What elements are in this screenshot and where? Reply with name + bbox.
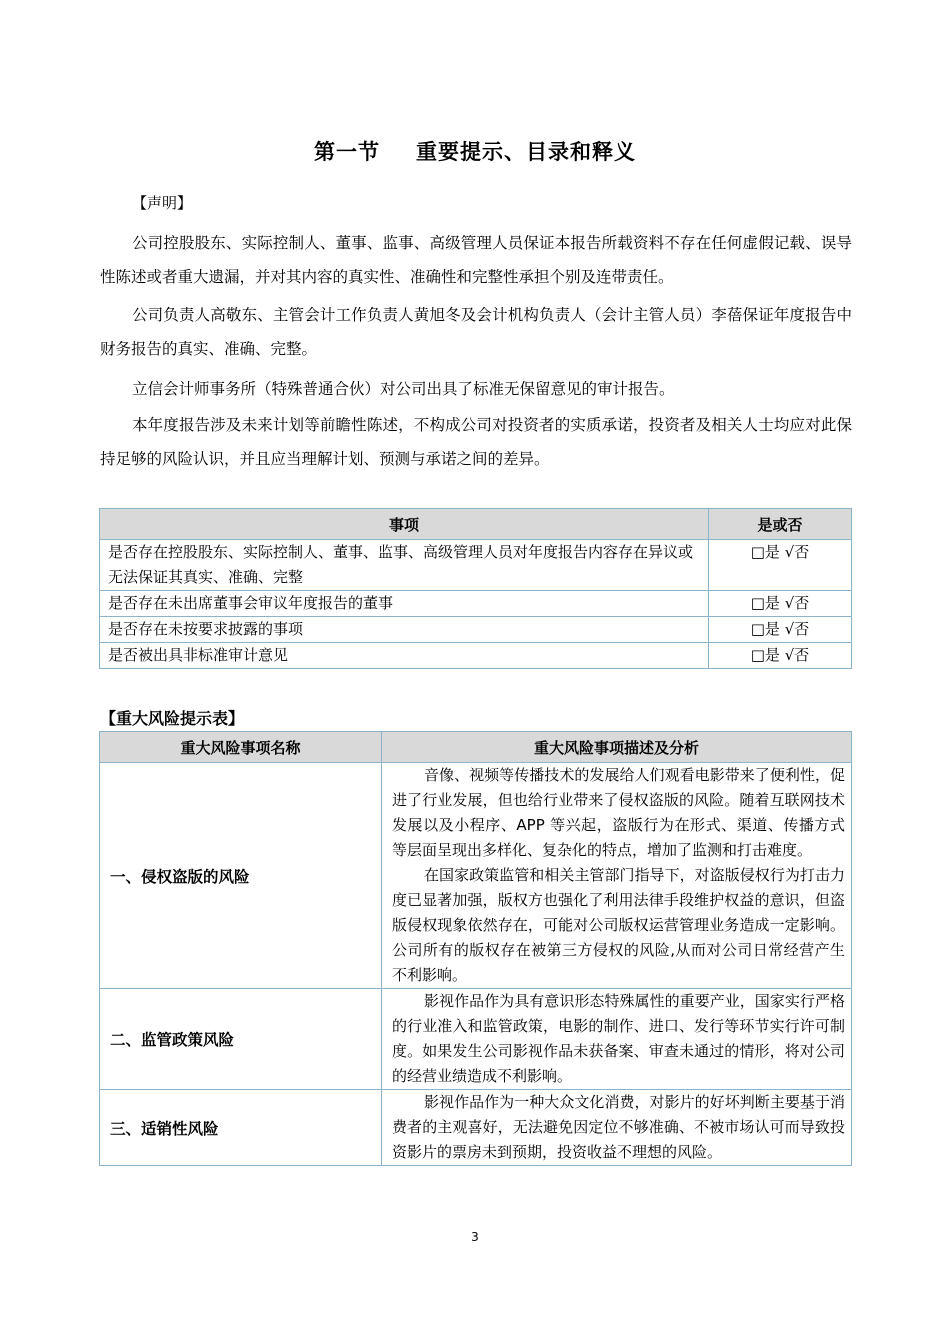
matter-answer: □是 √否 xyxy=(709,617,852,643)
declaration-heading: 【声明】 xyxy=(132,194,193,212)
declaration-paragraph: 公司控股股东、实际控制人、董事、监事、高级管理人员保证本报告所载资料不存在任何虚假记载、误导性陈述或者重大遗漏，并对其内容的真实性、准确性和完整性承担个别及连带责任。 xyxy=(100,234,852,286)
table-row xyxy=(100,617,852,643)
risk-header-name: 重大风险事项名称 xyxy=(100,732,382,763)
matter-answer: □是 √否 xyxy=(709,591,852,617)
risk-header-desc: 重大风险事项描述及分析 xyxy=(382,732,852,763)
risk-name: 一、侵权盗版的风险 xyxy=(100,763,382,989)
matter-item: 是否存在未出席董事会审议年度报告的董事 xyxy=(100,591,709,617)
section-title xyxy=(0,136,950,166)
matter-item: 是否存在未按要求披露的事项 xyxy=(100,617,709,643)
risk-name: 三、适销性风险 xyxy=(100,1090,382,1166)
risk-table-title: 【重大风险提示表】 xyxy=(100,709,245,728)
risk-paragraph: 在国家政策监管和相关主管部门指导下，对盗版侵权行为打击力度已显著加强，版权方也强化了利用法律手段维护权益的意识，但盗版侵权现象依然存在，可能对公司版权运营管理业务造成一定影响。公司所有的版权存在被第三方侵权的风险,从而对公司日常经营产生不利影响。 xyxy=(392,866,845,984)
matters-header-item: 事项 xyxy=(100,509,709,540)
section-heading: 重要提示、目录和释义 xyxy=(416,140,636,164)
table-row xyxy=(100,591,852,617)
responsibility-paragraph: 公司负责人高敬东、主管会计工作负责人黄旭冬及会计机构负责人（会计主管人员）李蓓保证年度报告中财务报告的真实、准确、完整。 xyxy=(100,306,852,358)
risk-table xyxy=(99,731,852,1166)
risk-description xyxy=(382,763,852,989)
page-number: 3 xyxy=(471,1230,479,1244)
section-number: 第一节 xyxy=(314,140,380,164)
table-row xyxy=(100,1090,852,1166)
audit-paragraph: 立信会计师事务所（特殊普通合伙）对公司出具了标准无保留意见的审计报告。 xyxy=(132,380,675,398)
matter-item: 是否存在控股股东、实际控制人、董事、监事、高级管理人员对年度报告内容存在异议或无法保证其真实、准确、完整 xyxy=(100,540,709,591)
table-row xyxy=(100,763,852,989)
matter-item: 是否被出具非标准审计意见 xyxy=(100,643,709,669)
risk-name: 二、监管政策风险 xyxy=(100,989,382,1090)
table-row xyxy=(100,989,852,1090)
table-row xyxy=(100,540,852,591)
forward-looking-paragraph: 本年度报告涉及未来计划等前瞻性陈述，不构成公司对投资者的实质承诺，投资者及相关人士均应对此保持足够的风险认识，并且应当理解计划、预测与承诺之间的差异。 xyxy=(100,416,852,468)
matters-table xyxy=(99,508,852,669)
matter-answer: □是 √否 xyxy=(709,540,852,591)
risk-paragraph: 音像、视频等传播技术的发展给人们观看电影带来了便利性，促进了行业发展，但也给行业带来了侵权盗版的风险。随着互联网技术发展以及小程序、APP 等兴起，盗版行为在形式、渠道、传播方式等层面呈现出多样化、复杂化的特点，增加了监测和打击难度。 xyxy=(392,766,845,859)
risk-paragraph: 影视作品作为具有意识形态特殊属性的重要产业，国家实行严格的行业准入和监管政策，电影的制作、进口、发行等环节实行许可制度。如果发生公司影视作品未获备案、审查未通过的情形，将对公司的经营业绩造成不利影响。 xyxy=(392,992,845,1085)
risk-table-header xyxy=(100,732,852,763)
matter-answer: □是 √否 xyxy=(709,643,852,669)
risk-description xyxy=(382,989,852,1090)
risk-description xyxy=(382,1090,852,1166)
matters-header-answer: 是或否 xyxy=(709,509,852,540)
matters-table-header xyxy=(100,509,852,540)
table-row xyxy=(100,643,852,669)
risk-paragraph: 影视作品作为一种大众文化消费，对影片的好坏判断主要基于消费者的主观喜好，无法避免因定位不够准确、不被市场认可而导致投资影片的票房未到预期，投资收益不理想的风险。 xyxy=(392,1093,845,1161)
